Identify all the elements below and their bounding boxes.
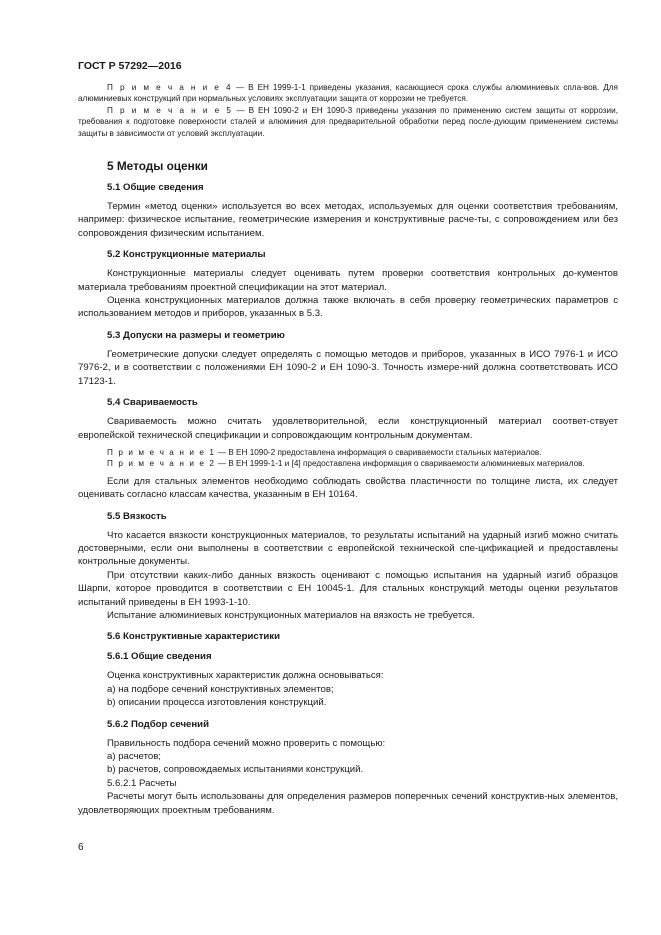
note-2-label: П р и м е ч а н и е 2 (107, 459, 216, 469)
subsection-5-6-2-1-title: 5.6.2.1 Расчеты (107, 777, 177, 789)
note-4-label: П р и м е ч а н и е 4 (107, 83, 233, 92)
list-item: b) описании процесса изготовления конструкций. (107, 697, 327, 709)
section-5-2-title: 5.2 Конструкционные материалы (107, 249, 266, 261)
note-1-label: П р и м е ч а н и е 1 (107, 447, 216, 457)
section-5-1-title: 5.1 Общие сведения (107, 182, 204, 194)
list-item: а) на подборе сечений конструктивных элементов; (107, 683, 334, 695)
section-5-2-paragraph-2: Оценка конструкционных материалов должна также включать в себя проверку геометрических параметров с использованием методов и приборов, указанных в 5.3. (78, 295, 618, 320)
section-5-4-note-1 (78, 447, 618, 458)
note-4 (78, 82, 618, 105)
section-5-6-2-paragraph-2: Расчеты могут быть использованы для определения размеров поперечных сечений конструктив-ных элементов, удовлетворяющих проектным требованиям. (78, 791, 618, 816)
section-5-5-paragraph-3: Испытание алюминиевых конструкционных материалов на вязкость не требуется. (107, 609, 475, 621)
section-5-title: 5 Методы оценки (107, 159, 208, 174)
section-5-5-paragraph-2: При отсутствии каких-либо данных вязкость оценивают с помощью испытания на ударный изгиб образцов Шарпи, которое проводится в соответствии с ЕН 10045-1. Для стальных конструкций методы оценки результатов испытаний приведены в ЕН 1993-1-10. (78, 569, 618, 608)
note-5-text: — В ЕН 1090-2 и ЕН 1090-3 приведены указания по применению систем защиты от коррозии, требования к подготовке поверхности сталей и алюминия для предварительной обработки перед после-дующим применением системы защиты в зависимости от условий эксплуатации. (78, 105, 618, 138)
section-5-4-note-2 (78, 458, 618, 469)
section-5-5-paragraph-1: Что касается вязкости конструкционных материалов, то результаты испытаний на ударный изгиб можно считать достоверными, если они выполнены в соответствии с европейской технической спе-цификацией и предоставлены контрольные документы. (78, 529, 618, 568)
section-5-5-title: 5.5 Вязкость (107, 510, 167, 522)
list-item: b) расчетов, сопровождаемых испытаниями конструкций. (107, 764, 364, 776)
list-item: а) расчетов; (107, 751, 161, 762)
note-5-label: П р и м е ч а н и е 5 (107, 105, 233, 115)
section-5-3-title: 5.3 Допуски на размеры и геометрию (107, 329, 285, 341)
section-5-6-2-title: 5.6.2 Подбор сечений (107, 718, 209, 730)
note-4-text: — В ЕН 1999-1-1 приведены указания, касающиеся срока службы алюминиевых спла-вов. Для алюминиевых конструкций при нормальных условиях эксплуатации защита от коррозии не требуется. (78, 83, 618, 104)
page-content (78, 82, 618, 817)
page-number: 6 (78, 842, 84, 853)
section-5-4-paragraph-1: Свариваемость можно считать удовлетворительной, если конструкционный материал соответ-ствует европейской технической спецификации и сопровождающим контрольным документам. (78, 416, 618, 441)
section-5-6-1-title: 5.6.1 Общие сведения (107, 651, 212, 663)
section-5-4-paragraph-2: Если для стальных элементов необходимо соблюдать свойства пластичности по толщине листа, их следует оценивать согласно классам качества, указанным в ЕН 10164. (78, 475, 618, 501)
section-5-3-paragraph: Геометрические допуски следует определять с помощью методов и приборов, указанных в ИСО 7976-1 и ИСО 7976-2, и в соответствии с положениями ЕН 1090-2 и ЕН 1090-3. Точность измере-ний должна соответствовать ИСО 17123-1. (78, 348, 618, 387)
section-5-6-title: 5.6 Конструктивные характеристики (107, 631, 280, 643)
note-1-text: — В ЕН 1090-2 предоставлена информация о свариваемости стальных материалов. (215, 447, 542, 457)
note-2-text: — В ЕН 1999-1-1 и [4] предоставлена информация о свариваемости алюминиевых материалов. (215, 459, 585, 469)
document-header: ГОСТ Р 57292—2016 (78, 60, 182, 72)
note-5 (78, 105, 618, 139)
section-5-4-title: 5.4 Свариваемость (107, 397, 198, 409)
section-5-1-paragraph: Термин «метод оценки» используется во всех методах, используемых для оценки соответствия требованиям, например: физическое испытание, геометрические измерения и конструктивные расче-ты, с сопровождением или без сопровождения физическим испытанием. (78, 201, 618, 239)
section-5-6-2-paragraph-1: Правильность подбора сечений можно проверить с помощью: (107, 737, 386, 749)
section-5-2-paragraph-1: Конструкционные материалы следует оценивать путем проверки соответствия контрольных до-кументов материала требованиям проектной спецификации на этот материал. (78, 268, 618, 293)
section-5-6-1-paragraph: Оценка конструктивных характеристик должна основываться: (107, 670, 384, 682)
